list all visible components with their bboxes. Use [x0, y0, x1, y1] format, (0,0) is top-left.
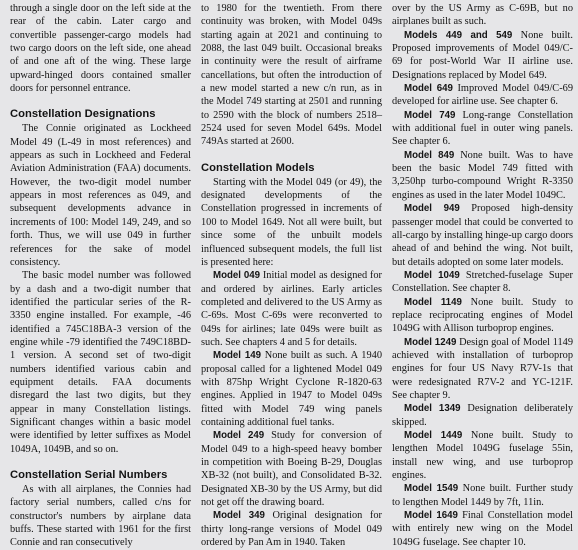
model-entry	[392, 109, 573, 149]
model-description: Long-range Constellation with additional fuel in outer wing panels. See chapter 6.	[392, 109, 574, 148]
model-name: Model 1549	[404, 483, 459, 495]
model-description: Final Constellation model with entirely new wing on the Model 1049G fuselage. See chapter 10.	[392, 510, 573, 548]
model-description: Improved Model 049/C-69 developed for airline use. See chapter 6.	[392, 83, 573, 108]
column-3	[392, 2, 573, 550]
heading-constellation-designations: Constellation Designations	[10, 108, 156, 121]
model-entry	[392, 509, 573, 549]
model-entry	[392, 29, 573, 82]
model-name: Model 649	[404, 83, 453, 95]
model-description: Designation deliberately skipped.	[392, 403, 573, 428]
model-entry	[201, 509, 382, 549]
model-entry	[392, 296, 573, 336]
intro-paragraph: through a single door on the left side at the rear of the cabin. Later cargo and convertible passenger-cargo models had two cargo doors on the left side, one ahead of and one aft of the wing. These large upward-hinged doors contained smaller doors for personnel entrance.	[10, 3, 191, 95]
model-name: Model 249	[213, 430, 265, 442]
model-name: Model 049	[213, 270, 261, 282]
model-description: None built. Further study to lengthen Model 1449 by 7ft, 11in.	[392, 483, 573, 508]
model-entry	[201, 269, 382, 349]
model-entry	[392, 269, 573, 296]
serial-numbers-continued: to 1980 for the twentieth. From there continuity was broken, with Model 049s starting again at 2021 and continuing to 2088, the last 049 built. Occasional breaks in continuity were the result of airframe cancellations, but often the introduction of a new model started a new c/n run, as in the Model 749 starting at 2501 and running to 2590 with the block of numbers 2518–2524 used for seven Model 649s. Model 749As started at 2600.	[201, 3, 382, 148]
model-name: Model 1349	[404, 403, 461, 415]
model-name: Models 449 and 549	[404, 29, 513, 41]
column-1	[10, 2, 191, 550]
model-entry	[392, 429, 573, 482]
model-description: Study for conversion of Model 049 to a high-speed heavy bomber in competition with Boeing B-29, Douglas XB-32 (not built), and Consolidated B-32. Designated XB-30 by the US Army, but did not get off the drawing board.	[201, 430, 382, 509]
model-name: Model 349	[213, 510, 265, 522]
model-description: Original designation for thirty long-range versions of Model 049 ordered by Pan Am in 1940. Taken	[201, 510, 382, 549]
model-entry	[201, 429, 382, 509]
model-entry	[392, 82, 573, 109]
model-name: Model 1249	[404, 336, 457, 348]
designations-paragraph-2: The basic model number was followed by a dash and a two-digit number that identified the particular series of the R-3350 engine installed. For example, -46 identified a 745C18BA-3 version of the engine while -79 identified the 749C18BD-1 version. A second set of two-digit numbers identified various cabin and equipment details. FAA documents disregard the last two digits, but they appear in many Constellation listings. Significant changes within a basic model were identified by letter suffixes as Model 1049A, 1049B, and so on.	[10, 270, 191, 455]
model-name: Model 149	[213, 350, 261, 362]
model-entry	[392, 202, 573, 269]
model-name: Model 1049	[404, 269, 460, 281]
serial-numbers-paragraph: As with all airplanes, the Connies had factory serial numbers, called c/ns for constructor's numbers by airplane data buffs. These started with 1961 for the first Connie and ran consecutively	[10, 484, 191, 549]
model-description: None built. Study to replace reciprocating engines of Model 1049G with Allison turboprop engines.	[392, 296, 573, 335]
heading-constellation-serial-numbers: Constellation Serial Numbers	[10, 469, 168, 481]
heading-constellation-models: Constellation Models	[201, 161, 315, 174]
model-description: Design goal of Model 1149 achieved with installation of turboprop engines for four US Navy R7V-1s that were redesignated R7V-2 and YC-121F. See chapter 9.	[392, 336, 573, 401]
model-description: None built as such. A 1940 proposal called for a lightened Model 049 with 875hp Wright Cyclone R-1820-63 engines. Applied in 1947 to Model 049s fitted with Model 749 wing panels containing additional fuel tanks.	[201, 350, 382, 428]
model-name: Model 749	[404, 109, 456, 121]
model-name: Model 1649	[404, 510, 458, 522]
model-entry	[392, 336, 573, 403]
designations-paragraph-1: The Connie originated as Lockheed Model 49 (L-49 in most references) and appears as such in Lockheed and Federal Aviation Administration (FAA) documents. However, the two-digit model number appears in most references as 049, and subsequent developments advance in increments of 100: Model 149, 249, and so forth. Thus, we will use 049 in further references for the sake of model consistency.	[10, 123, 191, 268]
model-description: Stretched-fuselage Super Constellation. See chapter 8.	[392, 269, 573, 295]
model-description: None built. Was to have been the basic Model 749 fitted with 3,250hp turbo-compound Wright R-3350 engines as used in the later Model 1049C.	[392, 149, 573, 201]
model-description: Initial model as designed for and ordered by airlines. Early articles completed and delivered to the US Army as C-69s. Most C-69s were reconverted to 049s for airlines; late 049s were built as such. See chapters 4 and 5 for details.	[201, 270, 382, 348]
model-entry	[392, 149, 573, 202]
model-name: Model 849	[404, 149, 455, 161]
model-entry	[392, 482, 573, 509]
column-2	[201, 2, 382, 550]
models-intro-paragraph: Starting with the Model 049 (or 49), the designated developments of the Constellation progressed in increments of 100 to Model 1649. Not all were built, but since some of the unbuilt models influenced subsequent models, the full list is presented here:	[201, 176, 382, 268]
model-entry	[201, 349, 382, 429]
model-description: Proposed high-density passenger model that could be converted to all-cargo by installing hinge-up cargo doors ahead of and behind the wing. Not built, but details adopted on some later models.	[392, 203, 573, 268]
model-entry	[392, 402, 573, 429]
model-name: Model 949	[404, 203, 460, 215]
model-name: Model 1149	[404, 296, 462, 308]
model-description: None built. Proposed improvements of Model 049/C-69 for post-World War II airline use. Designations replaced by Model 649.	[392, 29, 573, 81]
model-name: Model 1449	[404, 430, 463, 441]
model-349-continued: over by the US Army as C-69B, but no airplanes built as such.	[392, 3, 573, 28]
model-description: None built. Study to lengthen Model 1049G fuselage 55in, install new wing, and use turboprop engines.	[392, 430, 573, 482]
